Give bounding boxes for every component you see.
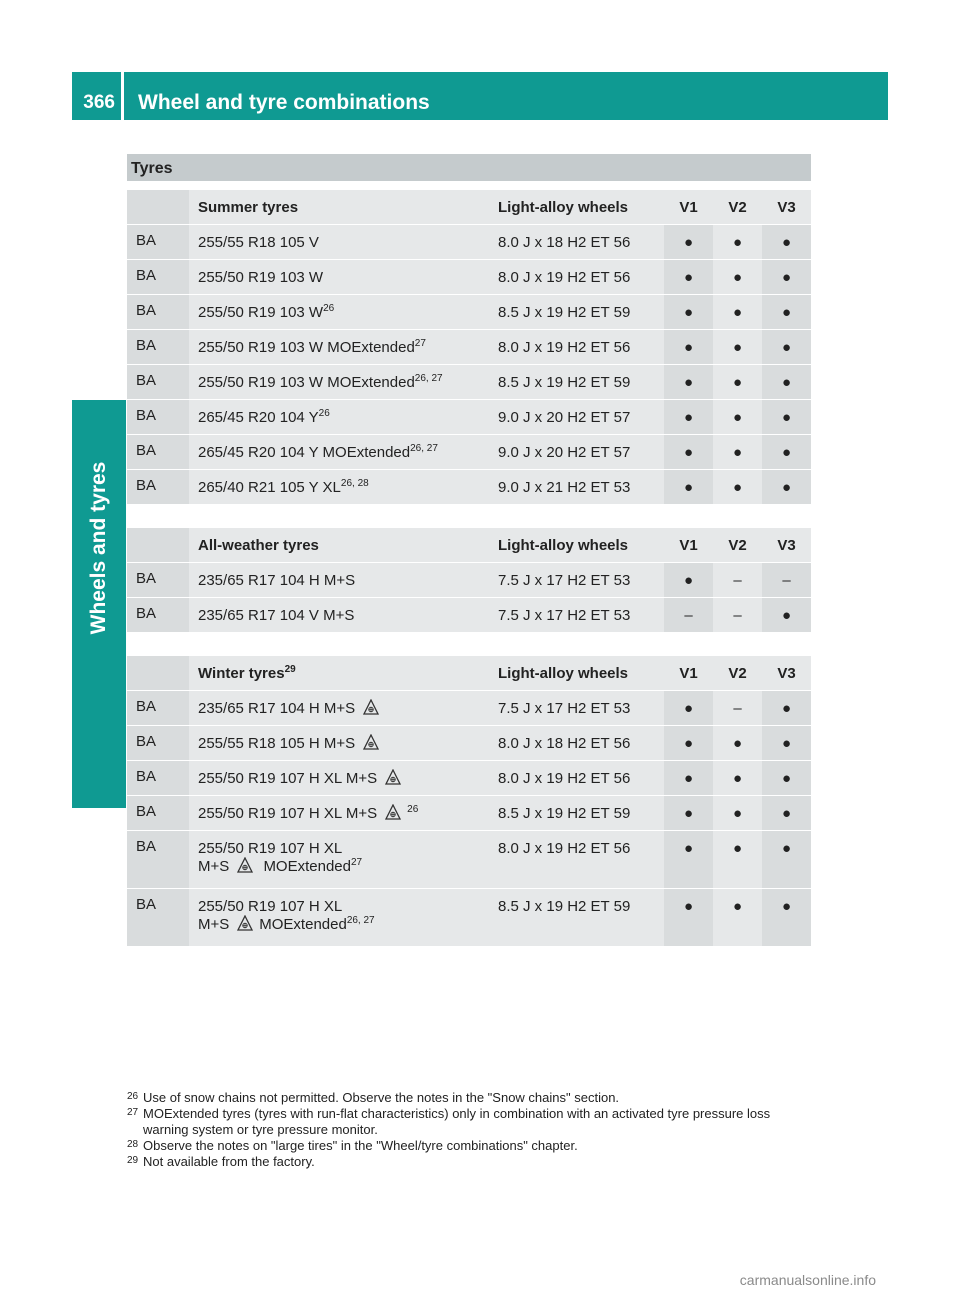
footnote-ref: 26, 28	[340, 477, 369, 489]
row-v1: ●	[664, 761, 713, 796]
header-v3: V3	[762, 528, 811, 563]
row-v1: ●	[664, 330, 713, 365]
page-header	[72, 72, 888, 120]
snowflake-mountain-icon	[385, 769, 401, 785]
tyre-size: 255/50 R19 103 W MOExtended	[198, 373, 415, 391]
row-wheel: 9.0 J x 21 H2 ET 53	[489, 470, 664, 505]
header-wheels: Light-alloy wheels	[489, 656, 664, 691]
row-v3: ●	[762, 470, 811, 505]
row-code: BA	[127, 796, 189, 831]
table-row	[127, 260, 811, 295]
footnote	[127, 1154, 817, 1170]
row-code: BA	[127, 563, 189, 598]
row-v2: ●	[713, 365, 762, 400]
footnote-ref: 27	[350, 857, 363, 868]
row-v2: ●	[713, 435, 762, 470]
header-v1: V1	[664, 656, 713, 691]
snowflake-mountain-icon	[237, 915, 253, 931]
tyre-size: 255/50 R19 107 H XL	[198, 840, 343, 857]
footnote-ref: 26, 27	[414, 372, 443, 384]
row-v2: ●	[713, 295, 762, 330]
winter-tyres-table	[127, 656, 811, 947]
row-v3: ●	[762, 726, 811, 761]
row-v1: ●	[664, 365, 713, 400]
row-v2: ●	[713, 260, 762, 295]
table-row	[127, 365, 811, 400]
footnote-ref: 27	[414, 337, 426, 349]
tyre-size: 255/50 R19 107 H XL	[198, 898, 343, 915]
row-v3: ●	[762, 400, 811, 435]
tyre-size: 235/65 R17 104 V M+S	[198, 606, 355, 624]
table-header-row	[127, 528, 811, 563]
row-code: BA	[127, 691, 189, 726]
tyre-size: 255/50 R19 107 H XL M+S	[198, 805, 378, 822]
footnote-ref: 26	[323, 302, 335, 314]
row-v2: ●	[713, 330, 762, 365]
table-row	[127, 330, 811, 365]
row-v3: ●	[762, 225, 811, 260]
header-v1: V1	[664, 528, 713, 563]
row-v3: ●	[762, 295, 811, 330]
footnote-number: 29	[127, 1155, 139, 1166]
header-v1: V1	[664, 190, 713, 225]
row-v1: ●	[664, 400, 713, 435]
row-tyre	[189, 889, 489, 947]
row-v1: –	[664, 598, 713, 633]
table-row	[127, 691, 811, 726]
tyre-moextended: MOExtended	[259, 916, 347, 933]
header-v2: V2	[713, 190, 762, 225]
footnote	[127, 1090, 817, 1106]
tyre-size: 235/65 R17 104 H M+S	[198, 571, 356, 589]
row-wheel: 9.0 J x 20 H2 ET 57	[489, 400, 664, 435]
row-v3: ●	[762, 365, 811, 400]
row-v1: ●	[664, 831, 713, 889]
table-row	[127, 470, 811, 505]
row-tyre	[189, 470, 489, 505]
row-v3: ●	[762, 691, 811, 726]
snowflake-mountain-icon	[363, 699, 379, 715]
header-v3: V3	[762, 656, 811, 691]
footnotes	[127, 1090, 817, 1170]
row-tyre	[189, 435, 489, 470]
table-row	[127, 761, 811, 796]
snowflake-mountain-icon	[363, 734, 379, 750]
row-v2: –	[713, 563, 762, 598]
row-code: BA	[127, 889, 189, 947]
row-tyre	[189, 598, 489, 633]
footnote-number: 26	[127, 1091, 139, 1102]
table-caption	[127, 154, 811, 181]
row-code: BA	[127, 598, 189, 633]
tyre-size: 255/50 R19 103 W MOExtended	[198, 338, 415, 356]
row-v3: ●	[762, 598, 811, 633]
footnote-ref: 26, 27	[346, 915, 375, 926]
row-code: BA	[127, 400, 189, 435]
row-code: BA	[127, 330, 189, 365]
row-v2: –	[713, 598, 762, 633]
row-code: BA	[127, 726, 189, 761]
header-tyre-type: All-weather tyres	[189, 528, 489, 563]
tyre-size: 265/45 R20 104 Y	[198, 408, 319, 426]
header-tyre-type-text: Winter tyres	[198, 664, 285, 682]
row-v2: ●	[713, 761, 762, 796]
header-v2: V2	[713, 656, 762, 691]
table-row	[127, 796, 811, 831]
row-v1: ●	[664, 889, 713, 947]
row-code: BA	[127, 225, 189, 260]
header-wheels: Light-alloy wheels	[489, 190, 664, 225]
footnote-number: 27	[127, 1107, 139, 1118]
tyre-moextended: MOExtended	[263, 858, 351, 875]
all-weather-tyres-table	[127, 528, 811, 633]
header-tyre-type	[189, 656, 489, 691]
row-v2: ●	[713, 400, 762, 435]
table-row	[127, 831, 811, 889]
row-tyre	[189, 691, 489, 726]
row-tyre	[189, 225, 489, 260]
snowflake-mountain-icon	[237, 857, 253, 873]
row-tyre	[189, 260, 489, 295]
row-v1: ●	[664, 563, 713, 598]
footnote-text: Observe the notes on "large tires" in the "Wheel/tyre combinations" chapter.	[143, 1138, 578, 1153]
footnote-ref: 26	[407, 804, 419, 815]
row-wheel: 8.0 J x 19 H2 ET 56	[489, 761, 664, 796]
row-v3: ●	[762, 796, 811, 831]
tyre-size: 255/50 R19 107 H XL M+S	[198, 770, 378, 787]
tyre-size: 255/50 R19 103 W	[198, 303, 324, 321]
row-v1: ●	[664, 726, 713, 761]
row-v2: ●	[713, 796, 762, 831]
row-v2: ●	[713, 470, 762, 505]
row-wheel: 8.0 J x 19 H2 ET 56	[489, 831, 664, 889]
header-wheels: Light-alloy wheels	[489, 528, 664, 563]
footnote-ref: 26	[318, 407, 330, 419]
row-v1: ●	[664, 435, 713, 470]
row-wheel: 8.0 J x 18 H2 ET 56	[489, 726, 664, 761]
snowflake-mountain-icon	[385, 804, 401, 820]
row-v3: ●	[762, 260, 811, 295]
row-wheel: 8.0 J x 19 H2 ET 56	[489, 330, 664, 365]
row-wheel: 8.5 J x 19 H2 ET 59	[489, 796, 664, 831]
row-wheel: 7.5 J x 17 H2 ET 53	[489, 563, 664, 598]
summer-tyres-table	[127, 190, 811, 505]
row-v1: ●	[664, 295, 713, 330]
table-row	[127, 295, 811, 330]
table-row	[127, 225, 811, 260]
footnote-text: MOExtended tyres (tyres with run-flat characteristics) only in combination with an activated tyre pressure loss warning system or tyre pressure monitor.	[143, 1106, 771, 1137]
row-code: BA	[127, 831, 189, 889]
row-code: BA	[127, 435, 189, 470]
tyre-suffix: M+S	[198, 916, 230, 933]
row-code: BA	[127, 260, 189, 295]
row-code: BA	[127, 295, 189, 330]
row-tyre	[189, 831, 489, 889]
row-wheel: 8.0 J x 19 H2 ET 56	[489, 260, 664, 295]
header-v2: V2	[713, 528, 762, 563]
row-tyre	[189, 365, 489, 400]
table-row	[127, 563, 811, 598]
row-v2: ●	[713, 889, 762, 947]
row-tyre	[189, 726, 489, 761]
row-v1: ●	[664, 470, 713, 505]
header-v3: V3	[762, 190, 811, 225]
footnote-number: 28	[127, 1139, 139, 1150]
watermark[interactable]: carmanualsonline.info	[739, 1272, 876, 1288]
row-v1: ●	[664, 796, 713, 831]
row-v3: –	[762, 563, 811, 598]
row-wheel: 9.0 J x 20 H2 ET 57	[489, 435, 664, 470]
row-wheel: 7.5 J x 17 H2 ET 53	[489, 691, 664, 726]
row-wheel: 8.5 J x 19 H2 ET 59	[489, 295, 664, 330]
row-v2: ●	[713, 225, 762, 260]
tyre-suffix: M+S	[198, 858, 230, 875]
row-v3: ●	[762, 889, 811, 947]
page-title: Wheel and tyre combinations	[138, 91, 430, 114]
row-v1: ●	[664, 260, 713, 295]
row-v2: –	[713, 691, 762, 726]
row-wheel: 7.5 J x 17 H2 ET 53	[489, 598, 664, 633]
table-row	[127, 726, 811, 761]
footnote-ref: 29	[284, 663, 296, 675]
header-blank-cell	[127, 528, 189, 563]
row-v1: ●	[664, 691, 713, 726]
tyre-size: 265/45 R20 104 Y MOExtended	[198, 443, 411, 461]
page-number: 366	[72, 72, 124, 120]
header-tyre-type: Summer tyres	[189, 190, 489, 225]
tyre-size: 255/55 R18 105 V	[198, 233, 319, 251]
table-caption-text: Tyres	[131, 160, 173, 177]
row-wheel: 8.0 J x 18 H2 ET 56	[489, 225, 664, 260]
table-row	[127, 435, 811, 470]
row-code: BA	[127, 470, 189, 505]
row-v3: ●	[762, 435, 811, 470]
footnote-text: Not available from the factory.	[143, 1154, 315, 1169]
row-tyre	[189, 796, 489, 831]
side-chapter-tab	[72, 400, 126, 808]
row-tyre	[189, 330, 489, 365]
row-v3: ●	[762, 761, 811, 796]
row-v3: ●	[762, 831, 811, 889]
table-row	[127, 889, 811, 947]
tyres-table-block	[127, 154, 811, 947]
row-tyre	[189, 295, 489, 330]
row-v2: ●	[713, 726, 762, 761]
row-wheel: 8.5 J x 19 H2 ET 59	[489, 889, 664, 947]
row-tyre	[189, 563, 489, 598]
row-v2: ●	[713, 831, 762, 889]
tyre-size: 235/65 R17 104 H M+S	[198, 700, 356, 717]
table-header-row	[127, 656, 811, 691]
row-code: BA	[127, 365, 189, 400]
tyre-size: 255/50 R19 103 W	[198, 268, 324, 286]
footnote	[127, 1138, 817, 1154]
tyre-size: 265/40 R21 105 Y XL	[198, 478, 341, 496]
row-wheel: 8.5 J x 19 H2 ET 59	[489, 365, 664, 400]
row-tyre	[189, 400, 489, 435]
side-chapter-label: Wheels and tyres	[87, 461, 110, 635]
table-row	[127, 598, 811, 633]
row-v3: ●	[762, 330, 811, 365]
header-blank-cell	[127, 190, 189, 225]
footnote	[127, 1106, 817, 1138]
table-row	[127, 400, 811, 435]
row-tyre	[189, 761, 489, 796]
footnote-text: Use of snow chains not permitted. Observe the notes in the "Snow chains" section.	[143, 1090, 620, 1105]
row-v1: ●	[664, 225, 713, 260]
row-code: BA	[127, 761, 189, 796]
table-header-row	[127, 190, 811, 225]
tyre-size: 255/55 R18 105 H M+S	[198, 735, 356, 752]
header-blank-cell	[127, 656, 189, 691]
footnote-ref: 26, 27	[410, 442, 438, 454]
